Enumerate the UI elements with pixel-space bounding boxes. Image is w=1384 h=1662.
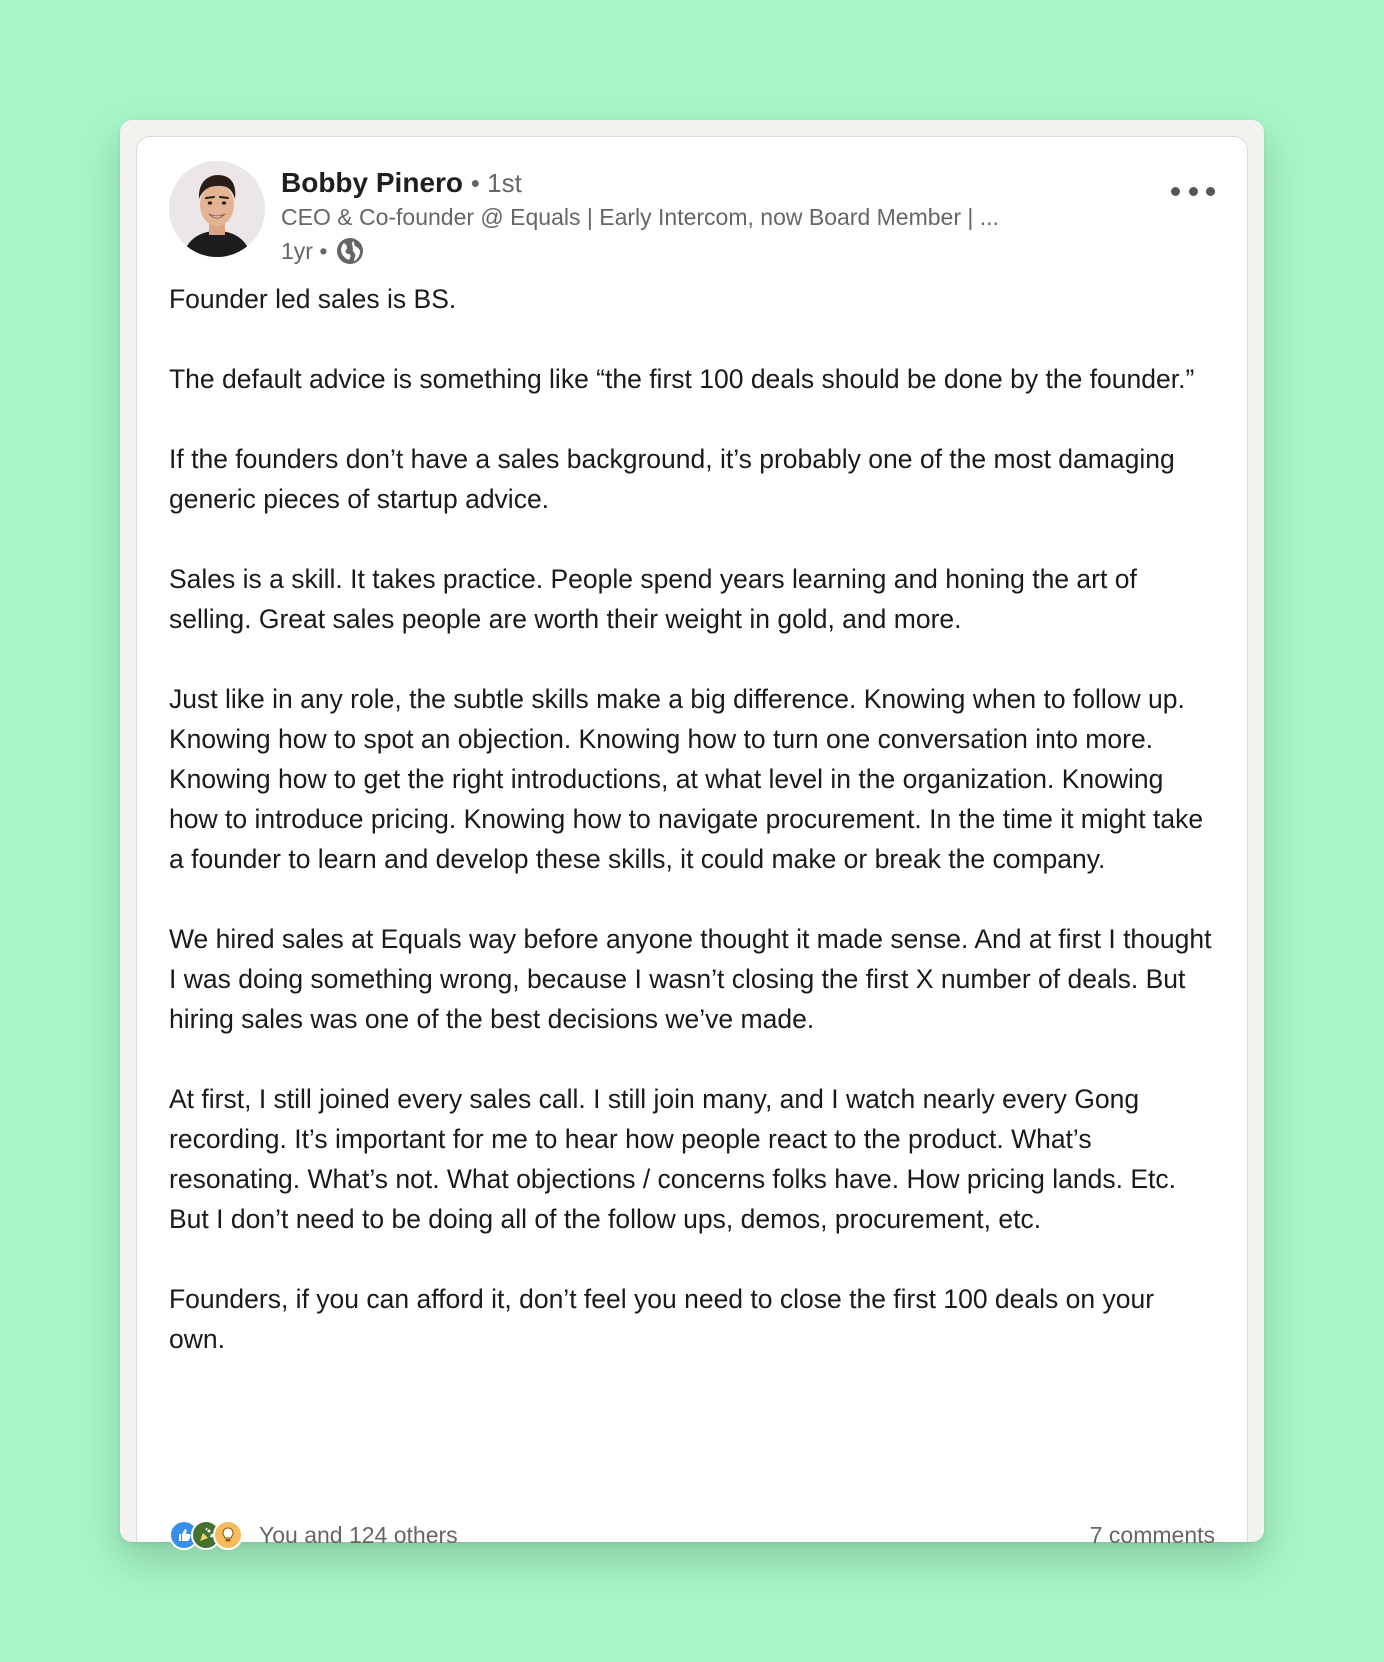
post-paragraph: Founders, if you can afford it, don’t feel you need to close the first 100 deals on your own. — [169, 1284, 1155, 1354]
post-frame — [120, 120, 1264, 1548]
more-options-button[interactable] — [1171, 181, 1215, 201]
post-time: 1yr • — [281, 238, 328, 264]
comments-count-link[interactable]: 7 comments — [1089, 1521, 1215, 1548]
author-headline: CEO & Co-founder @ Equals | Early Intercom, now Board Member | ... — [281, 204, 999, 230]
post-card — [136, 136, 1248, 1548]
more-horizontal-icon — [1189, 187, 1198, 196]
post-header — [169, 161, 1215, 265]
author-name[interactable]: Bobby Pinero — [281, 167, 464, 198]
post-paragraph: Sales is a skill. It takes practice. People spend years learning and honing the art of selling. Great sales people are worth their weight in gold, and more. — [169, 564, 1137, 634]
post-paragraph: If the founders don’t have a sales background, it’s probably one of the most damaging generic pieces of startup advice. — [169, 444, 1175, 514]
reaction-count: You and 124 others — [259, 1521, 458, 1548]
reaction-icons — [169, 1520, 243, 1550]
connection-degree: • 1st — [470, 168, 522, 198]
insightful-icon — [213, 1520, 243, 1550]
avatar-photo — [169, 161, 265, 257]
post-paragraph: The default advice is something like “the first 100 deals should be done by the founder.” — [169, 364, 1195, 394]
post-body — [169, 279, 1215, 1359]
post-paragraph: Just like in any role, the subtle skills make a big difference. Knowing when to follow up. Knowing how to spot an objection. Knowing how to turn one conversation into more. Knowing how to get the right introductions, at what level in the organization. Knowing how to introduce pricing. Knowing how to navigate procurement. In the time it might take a founder to learn and develop these skills, it could make or break the company. — [169, 684, 1204, 874]
author-name-line — [281, 165, 1115, 201]
post-time-line — [281, 235, 1115, 267]
reactions-summary[interactable] — [169, 1520, 458, 1550]
post-paragraph: At first, I still joined every sales call. I still join many, and I watch nearly every Gong recording. It’s important for me to hear how people react to the product. What’s resonating. What’s not. What objections / concerns folks have. How pricing lands. Etc. But I don’t need to be doing all of the follow ups, demos, procurement, etc. — [169, 1084, 1176, 1234]
post-paragraph: We hired sales at Equals way before anyone thought it made sense. And at first I thought I was doing something wrong, because I wasn’t closing the first X number of deals. But hiring sales was one of the best decisions we’ve made. — [169, 924, 1212, 1034]
post-footer — [169, 1517, 1215, 1553]
author-avatar[interactable] — [169, 161, 265, 257]
author-meta — [281, 165, 1115, 267]
more-horizontal-icon — [1171, 187, 1180, 196]
more-horizontal-icon — [1206, 187, 1215, 196]
post-paragraph: Founder led sales is BS. — [169, 284, 457, 314]
globe-icon — [335, 236, 365, 266]
